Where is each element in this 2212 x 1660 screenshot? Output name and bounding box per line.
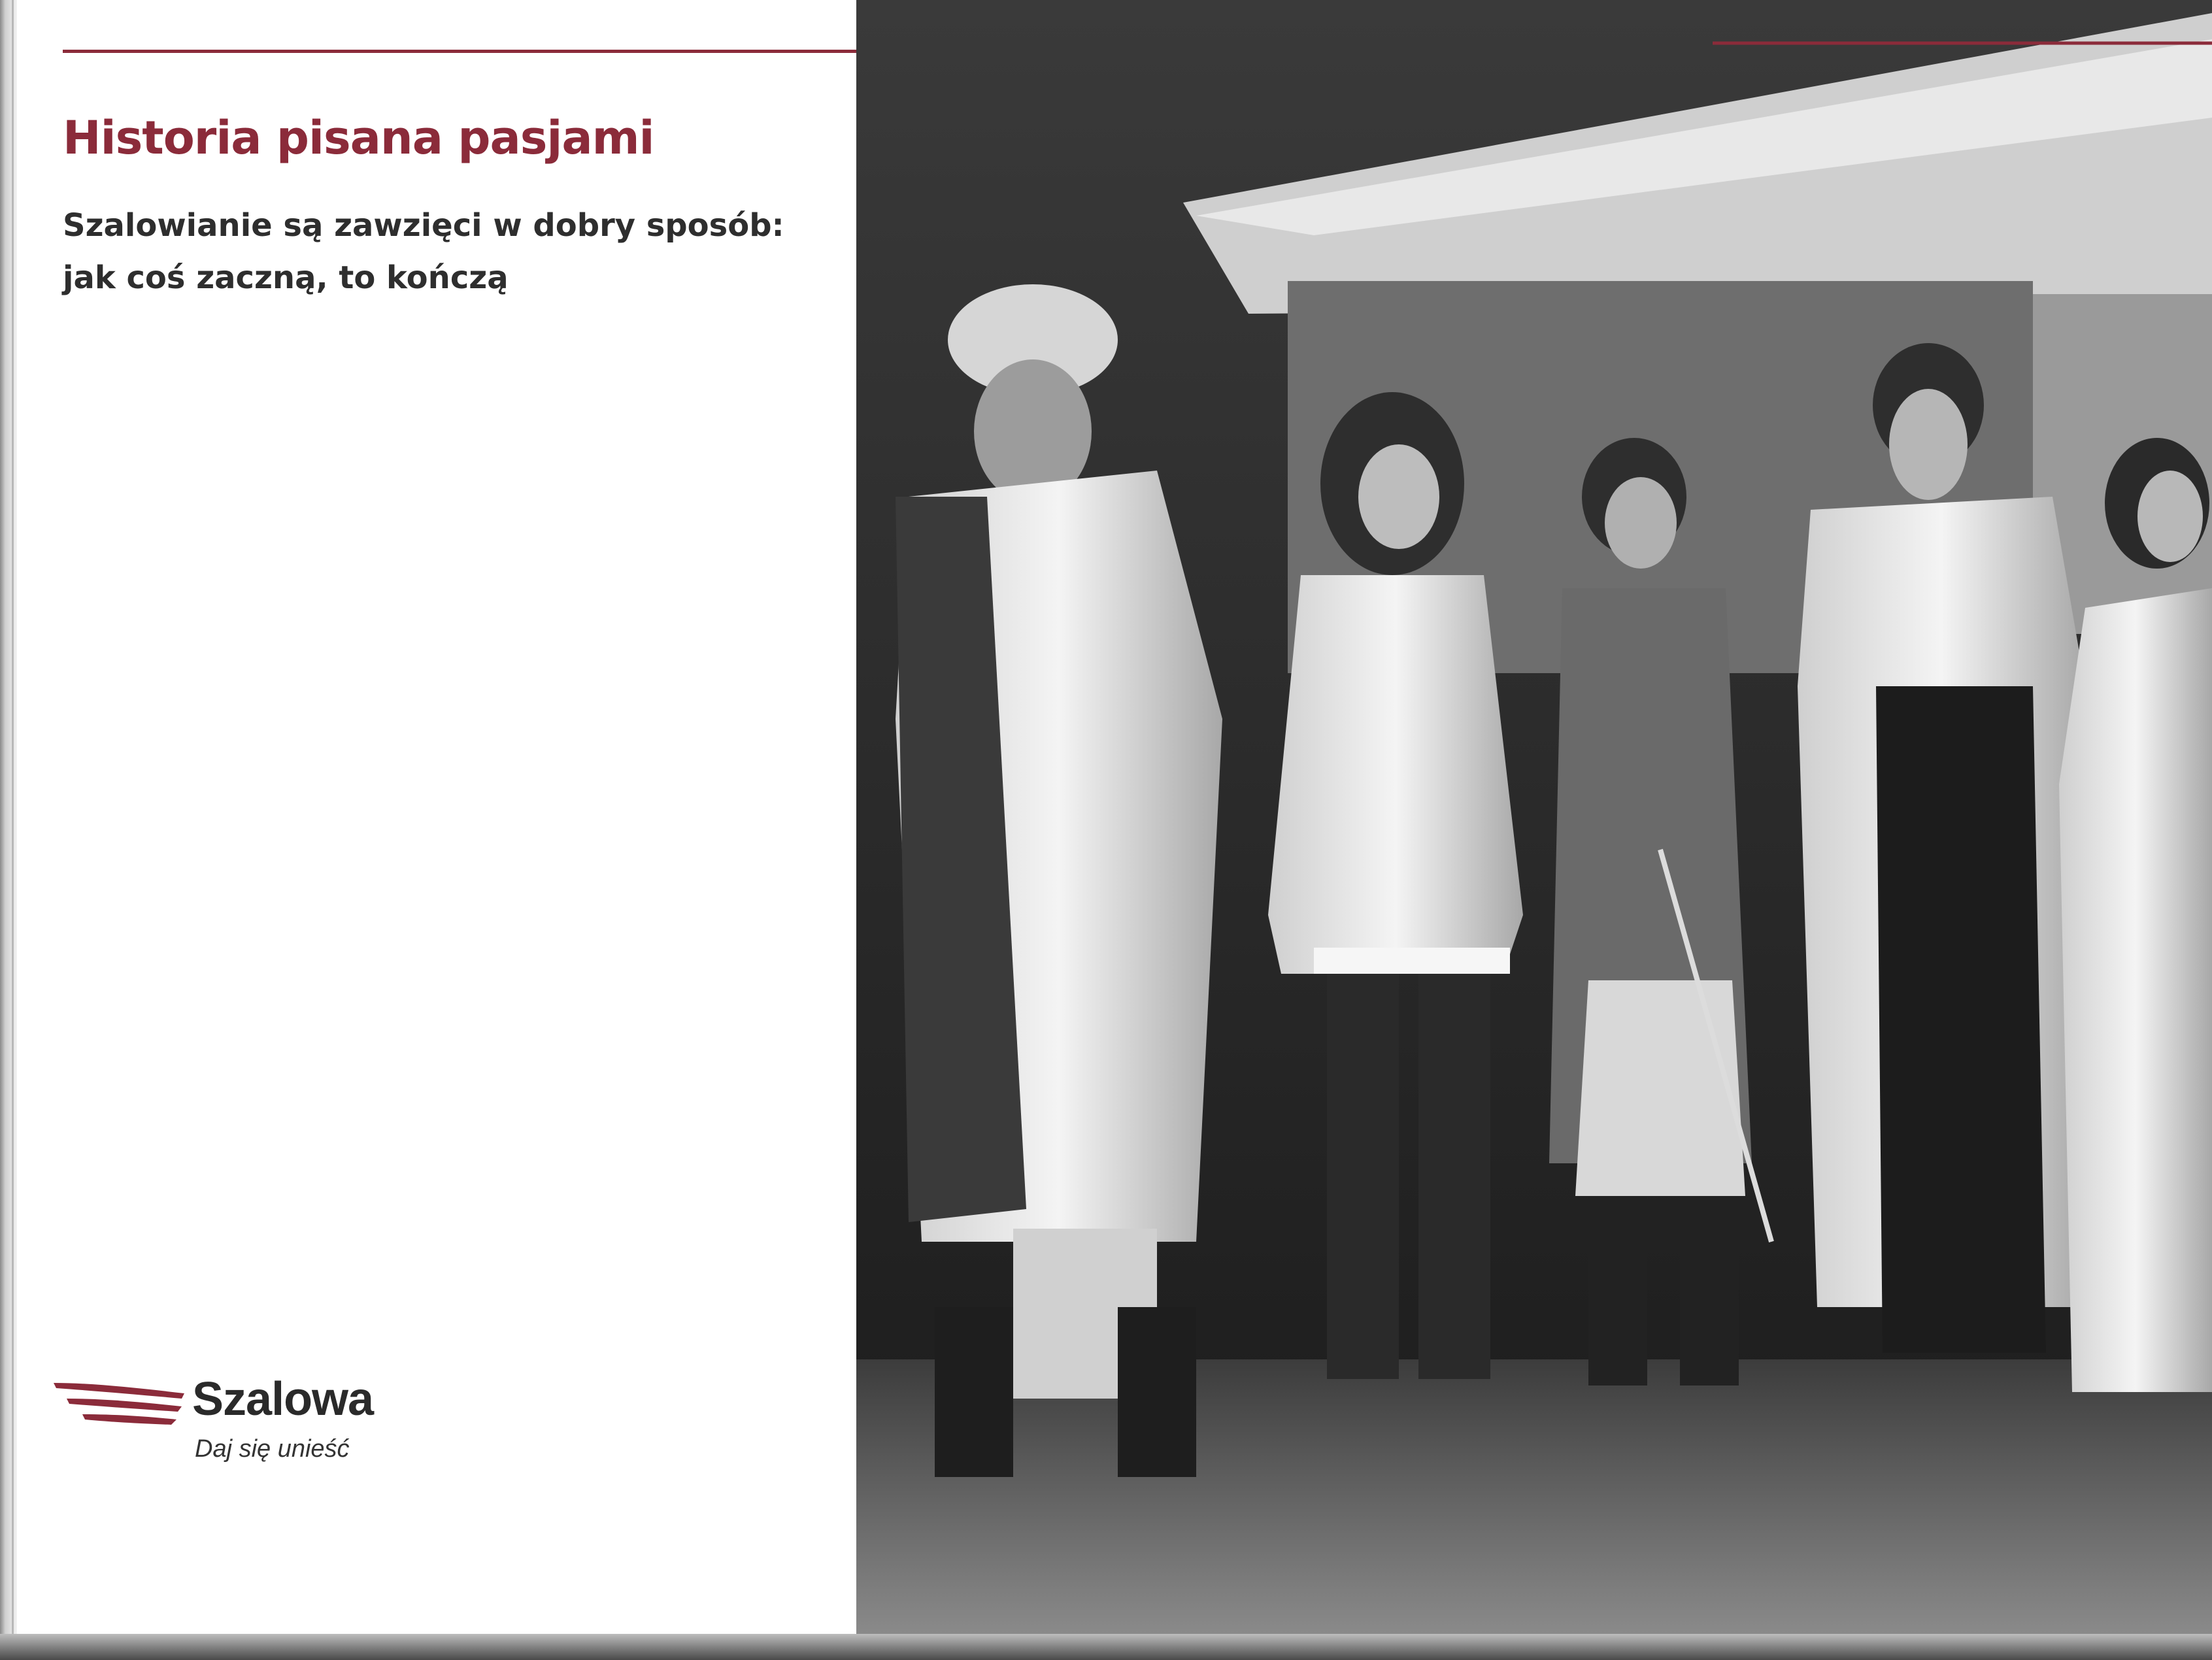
brand-tagline: Daj się unieść — [195, 1435, 350, 1463]
page-subtitle — [63, 199, 847, 304]
stage-performers-photo — [856, 0, 2212, 1634]
brand-name: Szalowa — [192, 1373, 374, 1425]
subtitle-line-2: jak coś zaczną, to kończą — [63, 259, 509, 296]
binding-edge — [0, 0, 17, 1660]
binding-line — [12, 0, 14, 1660]
wing-swoosh-icon — [54, 1379, 184, 1438]
page-bottom-edge — [0, 1634, 2212, 1660]
page-title: Historia pisana pasjami — [63, 111, 654, 165]
subtitle-line-1: Szalowianie są zawzięci w dobry sposób: — [63, 207, 784, 244]
brand-logo — [54, 1372, 420, 1503]
